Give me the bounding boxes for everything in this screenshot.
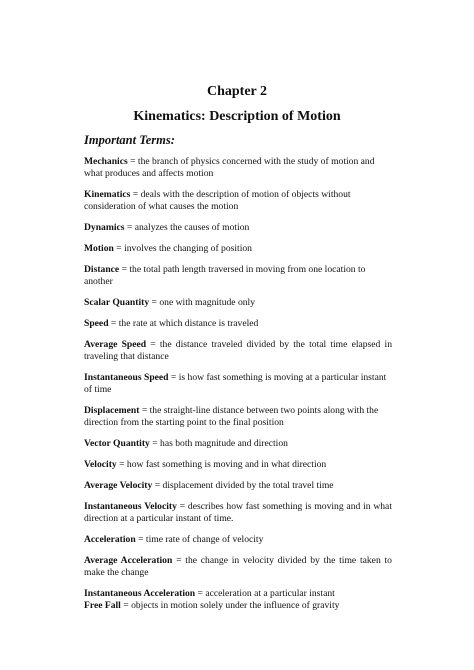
term-name: Dynamics (84, 222, 125, 233)
term-entry-kinematics (84, 189, 392, 213)
term-entry-average-speed (84, 339, 392, 363)
section-heading: Important Terms: (84, 133, 175, 147)
term-entry-distance (84, 264, 392, 288)
term-separator: = (130, 189, 141, 200)
term-name: Acceleration (84, 534, 136, 545)
term-name: Free Fall (84, 600, 121, 611)
term-definition: one with magnitude only (159, 297, 256, 308)
term-entry-scalar-quantity (84, 297, 392, 309)
term-name: Instantaneous Speed (84, 372, 169, 383)
term-separator: = (119, 264, 130, 275)
term-name: Velocity (84, 459, 117, 470)
term-entry-speed (84, 318, 392, 330)
term-entry-dynamics (84, 222, 392, 234)
term-separator: = (195, 588, 206, 599)
term-name: Average Acceleration (84, 555, 173, 566)
term-definition: time rate of change of velocity (145, 534, 264, 545)
terms-list (84, 156, 392, 612)
term-entry-vector-quantity (84, 438, 392, 450)
term-definition: the total path length traversed in moving from one location to another (84, 264, 366, 287)
term-name: Speed (84, 318, 109, 329)
term-definition: is how fast something is moving at a particular instant of time (84, 372, 387, 395)
term-name: Motion (84, 243, 114, 254)
term-name: Average Velocity (84, 480, 153, 491)
term-separator: = (135, 534, 146, 545)
term-definition: has both magnitude and direction (160, 438, 288, 449)
term-separator: = (116, 459, 127, 470)
term-name: Distance (84, 264, 120, 275)
term-entry-velocity (84, 459, 392, 471)
term-entry-free-fall (84, 600, 392, 612)
term-name: Mechanics (84, 156, 128, 167)
term-name: Average Speed (84, 339, 147, 350)
term-definition: deals with the description of motion of objects without consideration of what causes the motion (84, 189, 351, 212)
term-separator: = (124, 222, 135, 233)
term-separator: = (120, 600, 132, 611)
term-definition: the straight-line distance between two points along with the direction from the starting point to the final position (84, 405, 379, 428)
term-separator: = (146, 339, 160, 350)
term-entry-displacement (84, 405, 392, 429)
term-definition: analyzes the causes of motion (134, 222, 250, 233)
page-title: Kinematics: Description of Motion (133, 109, 341, 124)
term-separator: = (108, 318, 119, 329)
term-definition: involves the changing of position (124, 243, 252, 254)
term-definition: the rate at which distance is traveled (118, 318, 259, 329)
term-name: Instantaneous Velocity (84, 501, 177, 512)
term-separator: = (152, 480, 163, 491)
term-definition: how fast something is moving and in what direction (126, 459, 327, 470)
term-definition: the distance traveled divided by the total time elapsed in traveling that distance (84, 339, 392, 362)
term-separator: = (139, 405, 150, 416)
term-name: Displacement (84, 405, 140, 416)
term-entry-motion (84, 243, 392, 255)
term-entry-instantaneous-acceleration (84, 588, 392, 600)
term-entry-average-acceleration (84, 555, 392, 579)
term-separator: = (172, 555, 186, 566)
term-definition: displacement divided by the total travel time (162, 480, 334, 491)
term-definition: acceleration at a particular instant (205, 588, 335, 599)
term-entry-instantaneous-velocity (84, 501, 392, 525)
term-entry-instantaneous-speed (84, 372, 392, 396)
term-separator: = (176, 501, 188, 512)
term-entry-acceleration (84, 534, 392, 546)
term-name: Scalar Quantity (84, 297, 150, 308)
term-separator: = (168, 372, 179, 383)
term-separator: = (127, 156, 138, 167)
term-definition: the change in velocity divided by the time taken to make the change (84, 555, 392, 578)
term-separator: = (149, 438, 161, 449)
term-definition: objects in motion solely under the influence of gravity (131, 600, 340, 611)
term-name: Vector Quantity (84, 438, 150, 449)
chapter-heading: Chapter 2 (206, 84, 268, 99)
term-entry-mechanics (84, 156, 392, 180)
term-entry-average-velocity (84, 480, 392, 492)
term-definition: the branch of physics concerned with the study of motion and what produces and affects motion (84, 156, 375, 179)
term-name: Instantaneous Acceleration (84, 588, 196, 599)
term-separator: = (113, 243, 125, 254)
term-name: Kinematics (84, 189, 131, 200)
term-definition: describes how fast something is moving and in what direction at a particular instant of time. (84, 501, 392, 524)
term-separator: = (149, 297, 160, 308)
